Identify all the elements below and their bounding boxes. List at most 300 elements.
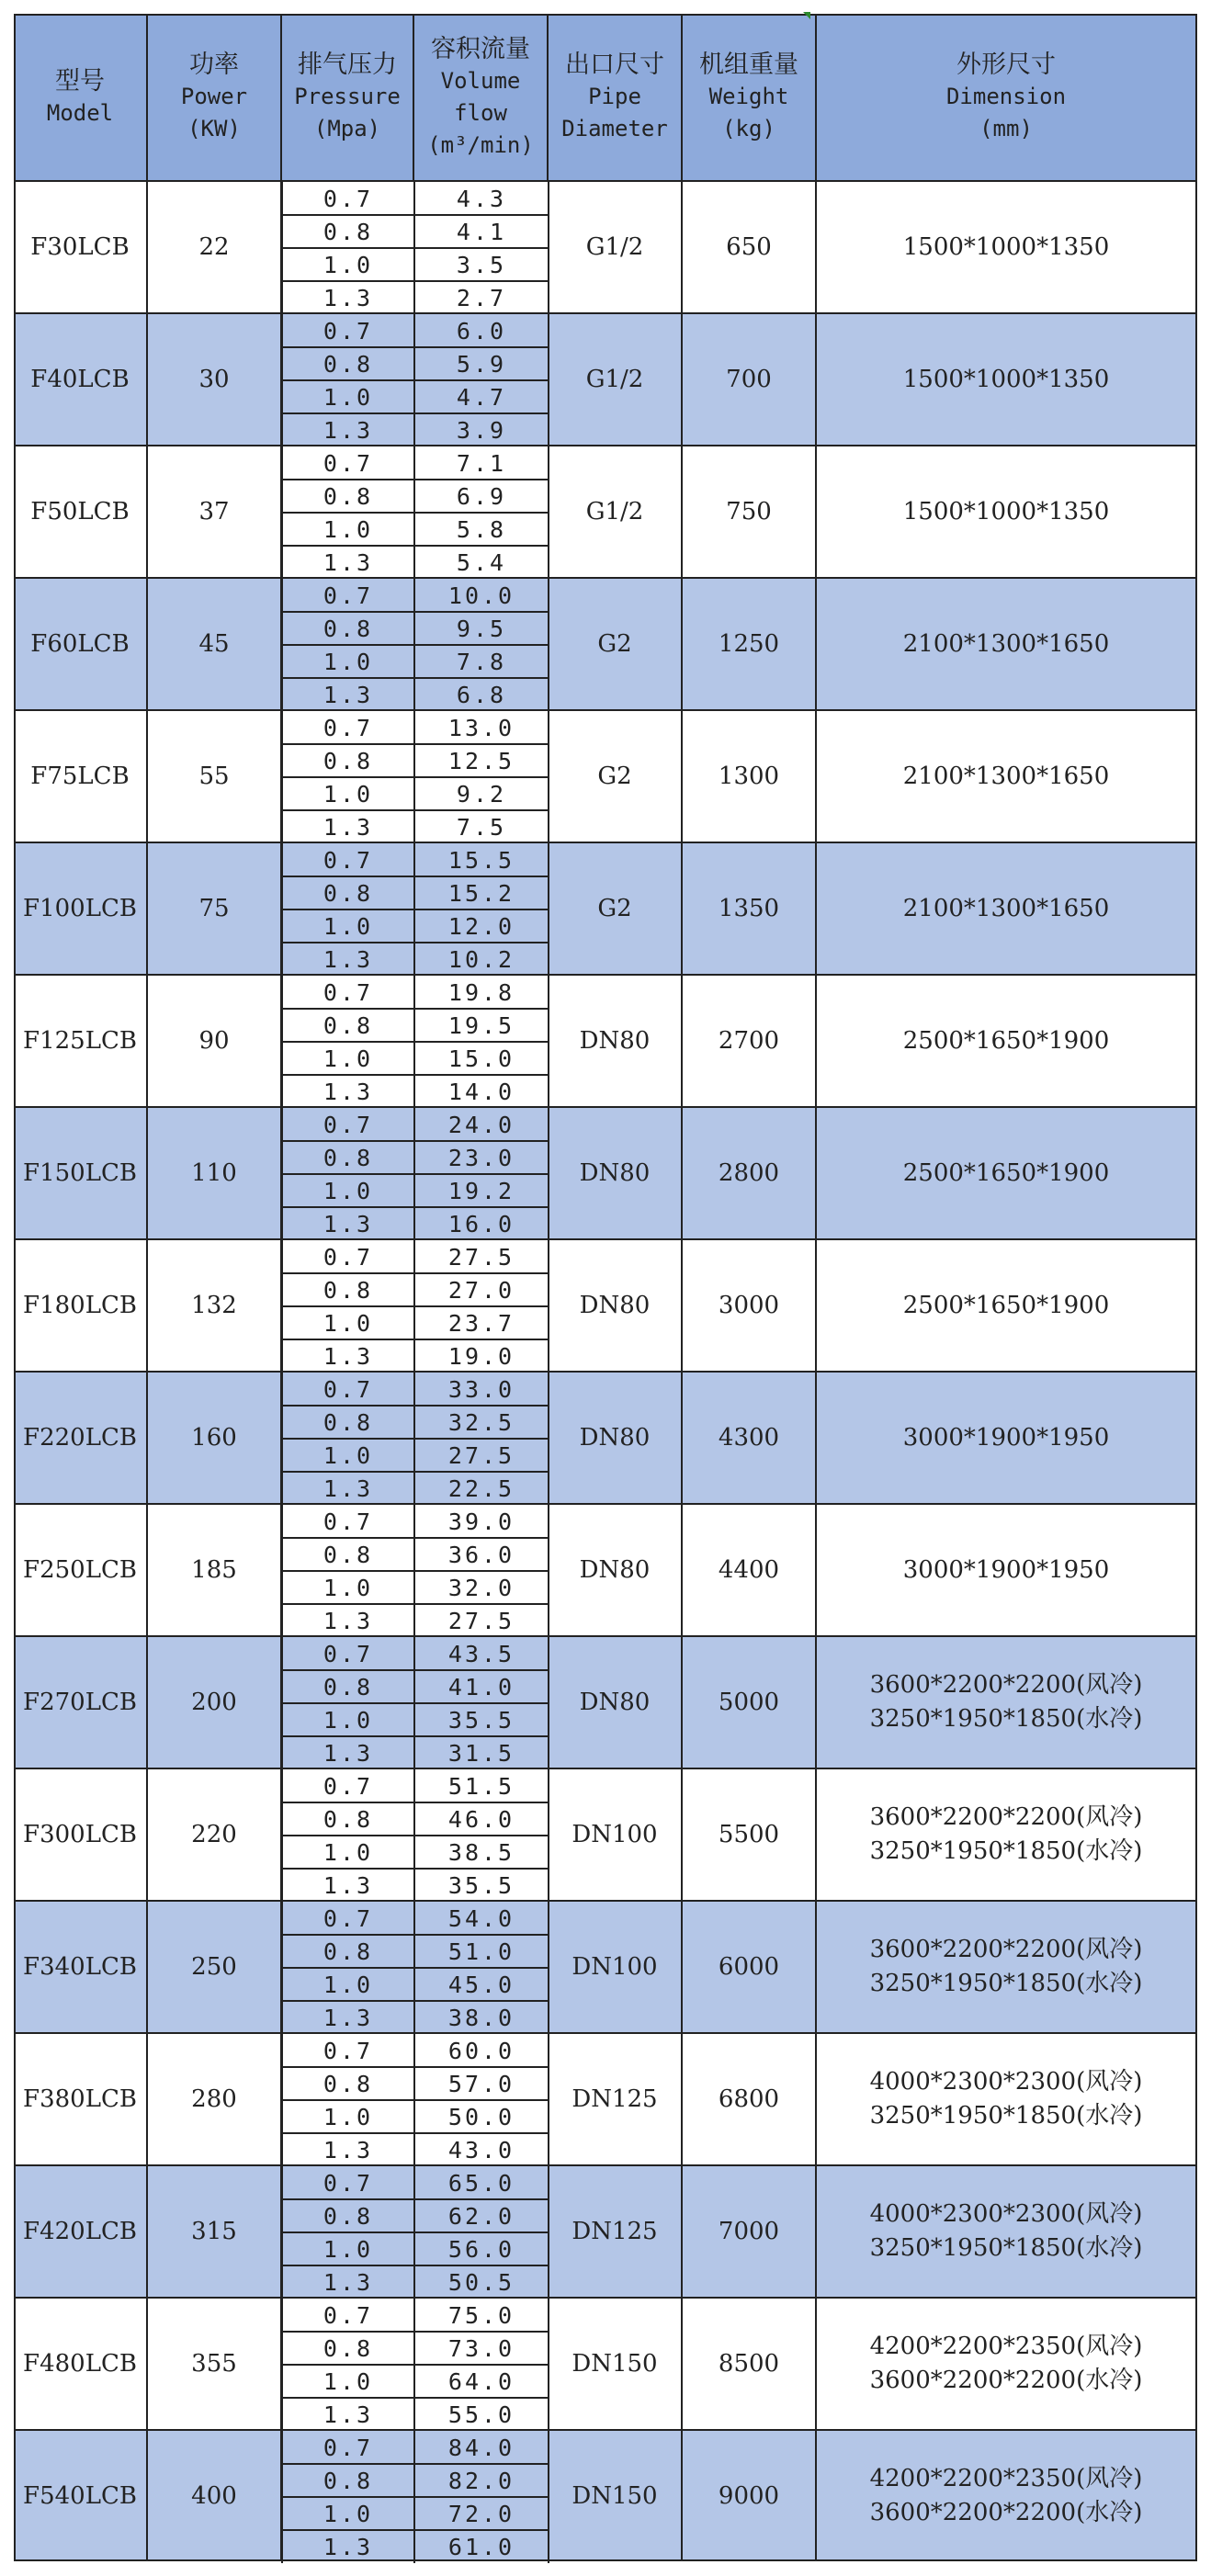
dimension-line: 3250*1950*1850(水冷)	[869, 1970, 1143, 1997]
power-cell: 400	[148, 2431, 282, 2561]
model-row	[14, 445, 1197, 577]
weight-cell: 650	[683, 182, 817, 312]
model-cell: F30LCB	[14, 182, 148, 312]
dimension-line: 4200*2200*2350(风冷)	[869, 2333, 1143, 2360]
model-row	[14, 2032, 1197, 2164]
flow-value: 41.0	[447, 1673, 515, 1700]
flow-value: 45.0	[447, 1971, 515, 1998]
dimension-line: 3250*1950*1850(水冷)	[869, 2234, 1143, 2262]
pressure-value: 0.8	[323, 2202, 374, 2230]
dimension-cell	[817, 1902, 1197, 2032]
pressure-value: 0.8	[323, 2334, 374, 2362]
header-pressure	[282, 14, 414, 180]
column-divider	[413, 2299, 415, 2431]
header-pipe-en: Diameter	[561, 116, 668, 141]
flow-value: 33.0	[447, 1375, 515, 1403]
power-cell: 55	[148, 711, 282, 842]
model-row	[14, 312, 1197, 445]
flow-value: 64.0	[447, 2367, 515, 2395]
column-divider	[281, 579, 283, 711]
pressure-value: 1.3	[323, 416, 374, 444]
model-row	[14, 2297, 1197, 2429]
column-divider	[413, 1505, 415, 1637]
sub-row-divider	[282, 2099, 549, 2101]
model-cell: F540LCB	[14, 2431, 148, 2561]
flow-value: 22.5	[447, 1474, 515, 1502]
column-divider	[548, 711, 549, 843]
pressure-value: 0.7	[323, 1508, 374, 1535]
column-divider	[413, 1902, 415, 2034]
flow-value: 19.5	[447, 1011, 515, 1039]
sub-row-divider	[282, 644, 549, 646]
column-divider	[413, 843, 415, 976]
pipe-cell: DN80	[549, 1240, 683, 1371]
sub-row-divider	[282, 677, 549, 679]
pressure-value: 1.0	[323, 2103, 374, 2130]
weight-cell: 9000	[683, 2431, 817, 2561]
flow-value: 13.0	[447, 714, 515, 741]
sub-row-divider	[282, 2000, 549, 2002]
power-cell: 75	[148, 843, 282, 974]
sub-row-divider	[282, 1868, 549, 1870]
pipe-cell: DN125	[549, 2034, 683, 2164]
flow-value: 5.9	[456, 350, 507, 378]
dimension-line: 2100*1300*1650	[902, 762, 1110, 790]
column-divider	[281, 976, 283, 1108]
pressure-value: 1.3	[323, 1078, 374, 1105]
dimension-line: 3000*1900*1950	[902, 1423, 1110, 1452]
pressure-value: 0.7	[323, 1640, 374, 1667]
pipe-cell: G2	[549, 843, 683, 974]
flow-value: 38.5	[447, 1838, 515, 1866]
dimension-line: 4000*2300*2300(风冷)	[869, 2200, 1143, 2228]
pressure-value: 1.3	[323, 2533, 374, 2560]
flow-value: 12.0	[447, 912, 515, 940]
pressure-value: 1.3	[323, 1871, 374, 1899]
sub-row-divider	[282, 2231, 549, 2233]
header-dimension	[817, 14, 1197, 180]
dimension-line: 4000*2300*2300(风冷)	[869, 2068, 1143, 2096]
flow-value: 35.5	[447, 1706, 515, 1734]
dimension-cell	[817, 2431, 1197, 2561]
column-divider	[281, 2034, 283, 2166]
flow-value: 43.0	[447, 2136, 515, 2164]
column-divider	[548, 446, 549, 579]
weight-cell: 1250	[683, 579, 817, 709]
column-divider	[548, 1108, 549, 1240]
sub-row-divider	[282, 1537, 549, 1539]
flow-value: 2.7	[456, 284, 507, 311]
pressure-value: 1.3	[323, 2004, 374, 2031]
model-row	[14, 1900, 1197, 2032]
flow-value: 6.8	[456, 681, 507, 708]
power-cell: 30	[148, 314, 282, 445]
pressure-value: 0.7	[323, 2301, 374, 2329]
pipe-cell: DN80	[549, 1108, 683, 1238]
column-divider	[281, 1902, 283, 2034]
header-flow-en: (m³/min)	[427, 131, 534, 158]
flow-value: 62.0	[447, 2202, 515, 2230]
pressure-value: 0.7	[323, 582, 374, 609]
header-pipe-en: Pipe	[588, 84, 641, 109]
model-row	[14, 1371, 1197, 1503]
pressure-value: 1.3	[323, 548, 374, 576]
header-flow-zh: 容积流量	[431, 34, 530, 63]
flow-value: 27.5	[447, 1607, 515, 1634]
header-weight-zh: 机组重量	[699, 51, 798, 79]
model-row	[14, 1768, 1197, 1900]
dimension-line: 3600*2200*2200(水冷)	[869, 2367, 1143, 2394]
pressure-value: 1.0	[323, 383, 374, 411]
sub-row-divider	[282, 412, 549, 414]
flow-value: 14.0	[447, 1078, 515, 1105]
sub-row-divider	[282, 1934, 549, 1936]
dimension-cell	[817, 711, 1197, 842]
sub-row-divider	[282, 1967, 549, 1969]
flow-value: 5.8	[456, 515, 507, 543]
pressure-value: 0.8	[323, 747, 374, 774]
sub-row-divider	[282, 2198, 549, 2200]
pressure-value: 1.0	[323, 1441, 374, 1469]
column-divider	[281, 182, 283, 314]
pipe-cell: DN100	[549, 1902, 683, 2032]
column-divider	[281, 1373, 283, 1505]
dimension-line: 1500*1000*1350	[902, 232, 1110, 261]
flow-value: 57.0	[447, 2070, 515, 2097]
header-dimension-zh: 外形尺寸	[956, 51, 1056, 79]
dimension-cell	[817, 2034, 1197, 2164]
flow-value: 54.0	[447, 1904, 515, 1932]
sub-row-divider	[282, 214, 549, 216]
column-divider	[548, 314, 549, 446]
sub-row-divider	[282, 776, 549, 778]
model-cell: F50LCB	[14, 446, 148, 577]
pressure-value: 1.3	[323, 1342, 374, 1370]
flow-value: 32.0	[447, 1574, 515, 1601]
model-cell: F40LCB	[14, 314, 148, 445]
pressure-value: 1.0	[323, 1309, 374, 1337]
flow-value: 27.5	[447, 1243, 515, 1271]
pressure-value: 1.3	[323, 1474, 374, 1502]
column-divider	[281, 2299, 283, 2431]
sub-row-divider	[282, 1206, 549, 1208]
dimension-line: 2500*1650*1900	[902, 1158, 1110, 1187]
header-power-en: Power	[180, 84, 248, 109]
model-cell: F100LCB	[14, 843, 148, 974]
pressure-value: 0.7	[323, 1772, 374, 1800]
dimension-cell	[817, 1637, 1197, 1768]
header-pressure-en: Pressure	[294, 84, 401, 109]
dimension-cell	[817, 1769, 1197, 1900]
dimension-cell	[817, 446, 1197, 577]
column-divider	[548, 182, 549, 314]
flow-value: 19.8	[447, 978, 515, 1006]
pressure-value: 1.0	[323, 2235, 374, 2263]
flow-value: 16.0	[447, 1210, 515, 1237]
sub-row-divider	[282, 1272, 549, 1274]
model-row	[14, 1503, 1197, 1635]
weight-cell: 750	[683, 446, 817, 577]
flow-value: 15.2	[447, 879, 515, 907]
model-row	[14, 1635, 1197, 1768]
sub-row-divider	[282, 2496, 549, 2498]
dimension-cell	[817, 314, 1197, 445]
pressure-value: 1.3	[323, 2136, 374, 2164]
model-cell: F125LCB	[14, 976, 148, 1106]
pressure-value: 0.8	[323, 2070, 374, 2097]
column-divider	[281, 1769, 283, 1902]
pressure-value: 1.0	[323, 2367, 374, 2395]
dimension-cell	[817, 1505, 1197, 1635]
column-divider	[548, 2166, 549, 2299]
model-cell: F150LCB	[14, 1108, 148, 1238]
sub-row-divider	[282, 2066, 549, 2068]
pressure-value: 0.7	[323, 978, 374, 1006]
flow-value: 19.0	[447, 1342, 515, 1370]
column-divider	[413, 2166, 415, 2299]
dimension-line: 3600*2200*2200(风冷)	[869, 1671, 1143, 1699]
dimension-line: 2100*1300*1650	[902, 629, 1110, 658]
pressure-value: 1.3	[323, 284, 374, 311]
dimension-cell	[817, 2166, 1197, 2297]
pressure-value: 1.0	[323, 1045, 374, 1072]
sub-row-divider	[282, 611, 549, 613]
dimension-line: 4200*2200*2350(风冷)	[869, 2465, 1143, 2492]
pressure-value: 0.7	[323, 449, 374, 477]
flow-value: 73.0	[447, 2334, 515, 2362]
model-cell: F180LCB	[14, 1240, 148, 1371]
header-model-zh: 型号	[55, 66, 105, 96]
pipe-cell: DN80	[549, 1373, 683, 1503]
power-cell: 185	[148, 1505, 282, 1635]
pressure-value: 0.7	[323, 2434, 374, 2461]
sub-row-divider	[282, 479, 549, 480]
model-cell: F300LCB	[14, 1769, 148, 1900]
column-divider	[548, 1240, 549, 1373]
cell-corner-mark	[803, 12, 810, 19]
sub-row-divider	[282, 1669, 549, 1671]
power-cell: 37	[148, 446, 282, 577]
flow-value: 61.0	[447, 2533, 515, 2560]
flow-value: 31.5	[447, 1739, 515, 1767]
flow-value: 10.2	[447, 945, 515, 973]
column-divider	[548, 1902, 549, 2034]
pressure-value: 0.7	[323, 1375, 374, 1403]
sub-row-divider	[282, 545, 549, 547]
header-flow-en: Volume	[440, 67, 521, 94]
column-divider	[413, 1637, 415, 1769]
header-weight-en: (kg)	[722, 116, 775, 141]
sub-row-divider	[282, 1405, 549, 1407]
power-cell: 220	[148, 1769, 282, 1900]
flow-value: 55.0	[447, 2401, 515, 2428]
header-dimension-en: Dimension	[945, 84, 1067, 109]
flow-value: 46.0	[447, 1805, 515, 1833]
flow-value: 51.5	[447, 1772, 515, 1800]
pipe-cell: G1/2	[549, 182, 683, 312]
flow-value: 7.1	[456, 449, 507, 477]
dimension-line: 3250*1950*1850(水冷)	[869, 1837, 1143, 1865]
dimension-line: 3600*2200*2200(风冷)	[869, 1803, 1143, 1831]
dimension-cell	[817, 1373, 1197, 1503]
dimension-line: 1500*1000*1350	[902, 365, 1110, 393]
pressure-value: 0.8	[323, 615, 374, 642]
power-cell: 110	[148, 1108, 282, 1238]
pressure-value: 0.8	[323, 482, 374, 510]
pipe-cell: G2	[549, 711, 683, 842]
column-divider	[413, 182, 415, 314]
header-pressure-zh: 排气压力	[298, 51, 397, 79]
flow-value: 50.0	[447, 2103, 515, 2130]
flow-value: 24.0	[447, 1111, 515, 1138]
weight-cell: 2800	[683, 1108, 817, 1238]
power-cell: 132	[148, 1240, 282, 1371]
sub-row-divider	[282, 876, 549, 877]
pressure-value: 1.0	[323, 251, 374, 278]
pipe-cell: G1/2	[549, 314, 683, 445]
column-divider	[413, 1108, 415, 1240]
model-cell: F480LCB	[14, 2299, 148, 2429]
model-row	[14, 180, 1197, 312]
pressure-value: 0.8	[323, 2467, 374, 2494]
model-cell: F380LCB	[14, 2034, 148, 2164]
column-divider	[413, 1373, 415, 1505]
power-cell: 45	[148, 579, 282, 709]
pressure-value: 1.0	[323, 1574, 374, 1601]
sub-row-divider	[282, 2331, 549, 2333]
flow-value: 15.0	[447, 1045, 515, 1072]
dimension-cell	[817, 976, 1197, 1106]
flow-value: 9.5	[456, 615, 507, 642]
flow-value: 3.9	[456, 416, 507, 444]
pressure-value: 1.3	[323, 813, 374, 841]
sub-row-divider	[282, 1008, 549, 1010]
pressure-value: 0.7	[323, 2169, 374, 2197]
column-divider	[281, 711, 283, 843]
sub-row-divider	[282, 1735, 549, 1737]
power-cell: 280	[148, 2034, 282, 2164]
pressure-value: 1.0	[323, 1971, 374, 1998]
sub-row-divider	[282, 809, 549, 811]
pipe-cell: DN150	[549, 2431, 683, 2561]
flow-value: 19.2	[447, 1177, 515, 1204]
pressure-value: 1.0	[323, 1177, 374, 1204]
pipe-cell: G2	[549, 579, 683, 709]
flow-value: 7.5	[456, 813, 507, 841]
header-weight	[683, 14, 817, 180]
header-pipe-zh: 出口尺寸	[565, 51, 664, 79]
column-divider	[281, 843, 283, 976]
sub-row-divider	[282, 2364, 549, 2366]
column-divider	[413, 314, 415, 446]
sub-row-divider	[282, 1305, 549, 1307]
sub-row-divider	[282, 1074, 549, 1076]
column-divider	[413, 1240, 415, 1373]
sub-row-divider	[282, 1140, 549, 1142]
pressure-value: 0.7	[323, 2037, 374, 2064]
power-cell: 160	[148, 1373, 282, 1503]
flow-value: 51.0	[447, 1938, 515, 1965]
pressure-value: 0.7	[323, 1111, 374, 1138]
weight-cell: 5000	[683, 1637, 817, 1768]
sub-row-divider	[282, 1802, 549, 1803]
pressure-value: 0.7	[323, 1243, 374, 1271]
column-divider	[548, 976, 549, 1108]
column-divider	[281, 446, 283, 579]
pressure-value: 0.7	[323, 1904, 374, 1932]
model-cell: F60LCB	[14, 579, 148, 709]
model-row	[14, 1106, 1197, 1238]
column-divider	[281, 2166, 283, 2299]
pressure-value: 1.3	[323, 1739, 374, 1767]
column-divider	[413, 711, 415, 843]
weight-cell: 1300	[683, 711, 817, 842]
pressure-value: 0.8	[323, 1938, 374, 1965]
pressure-value: 0.8	[323, 1805, 374, 1833]
column-divider	[548, 1505, 549, 1637]
pressure-value: 1.3	[323, 2268, 374, 2296]
pipe-cell: DN100	[549, 1769, 683, 1900]
header-power-zh: 功率	[189, 51, 239, 79]
column-divider	[548, 843, 549, 976]
dimension-line: 3250*1950*1850(水冷)	[869, 1705, 1143, 1733]
pressure-value: 1.0	[323, 2500, 374, 2527]
dimension-line: 2100*1300*1650	[902, 894, 1110, 922]
sub-row-divider	[282, 1339, 549, 1340]
flow-value: 72.0	[447, 2500, 515, 2527]
flow-value: 82.0	[447, 2467, 515, 2494]
flow-value: 43.5	[447, 1640, 515, 1667]
header-pipe	[549, 14, 683, 180]
column-divider	[281, 2431, 283, 2563]
column-divider	[548, 1373, 549, 1505]
weight-cell: 4400	[683, 1505, 817, 1635]
sub-row-divider	[282, 1173, 549, 1175]
sub-row-divider	[282, 2529, 549, 2531]
sub-row-divider	[282, 247, 549, 249]
sub-row-divider	[282, 1835, 549, 1836]
model-row	[14, 1238, 1197, 1371]
pressure-value: 0.8	[323, 1541, 374, 1568]
spec-table	[14, 14, 1197, 2561]
sub-row-divider	[282, 743, 549, 745]
dimension-cell	[817, 1240, 1197, 1371]
pressure-value: 1.3	[323, 2401, 374, 2428]
column-divider	[281, 314, 283, 446]
pressure-value: 0.7	[323, 317, 374, 345]
flow-value: 15.5	[447, 846, 515, 874]
model-cell: F75LCB	[14, 711, 148, 842]
header-flow-en: flow	[454, 99, 507, 126]
flow-value: 38.0	[447, 2004, 515, 2031]
column-divider	[548, 579, 549, 711]
flow-value: 7.8	[456, 648, 507, 675]
flow-value: 6.9	[456, 482, 507, 510]
header-dimension-en: (mm)	[979, 116, 1033, 141]
pressure-value: 1.3	[323, 1607, 374, 1634]
dimension-line: 3600*2200*2200(水冷)	[869, 2499, 1143, 2526]
pressure-value: 0.7	[323, 185, 374, 212]
dimension-line: 1500*1000*1350	[902, 497, 1110, 525]
column-divider	[548, 2034, 549, 2166]
column-divider	[413, 1769, 415, 1902]
flow-value: 9.2	[456, 780, 507, 808]
sub-row-divider	[282, 2397, 549, 2399]
power-cell: 250	[148, 1902, 282, 2032]
pressure-value: 1.3	[323, 945, 374, 973]
flow-value: 75.0	[447, 2301, 515, 2329]
pressure-value: 0.7	[323, 714, 374, 741]
